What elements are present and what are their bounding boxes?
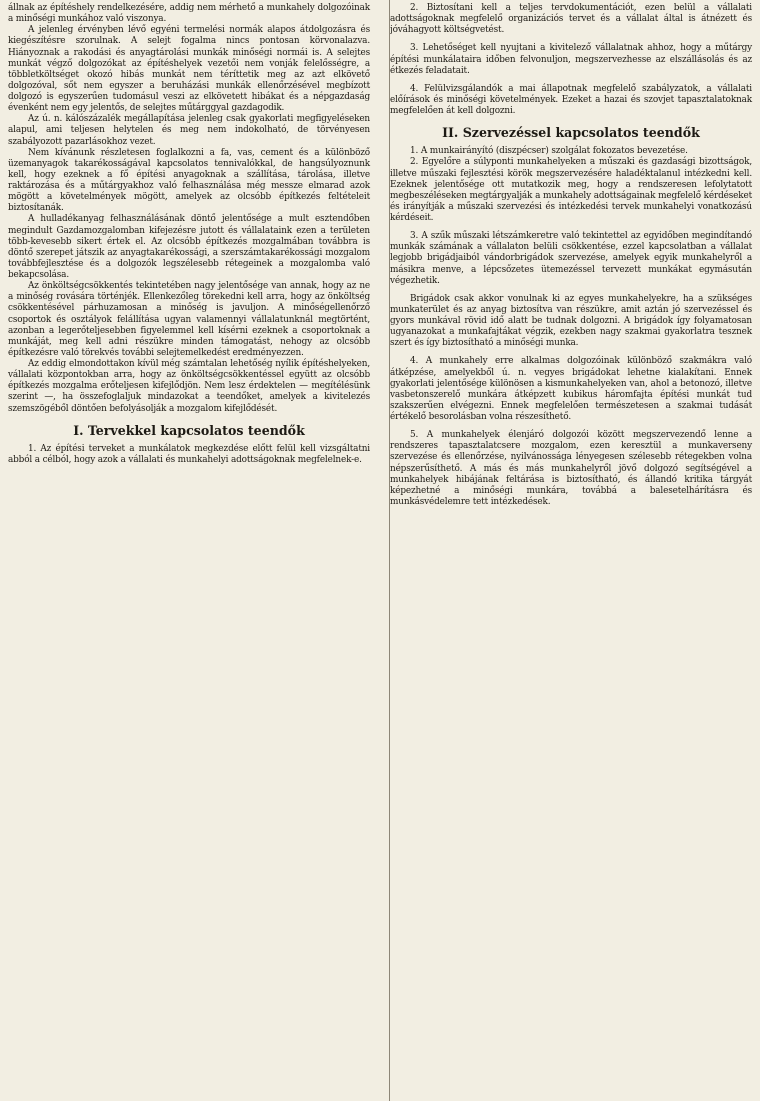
paragraph: Az ú. n. kálószázalék megállapítása jelenleg csak gyakorlati megfigyeléseken alapul, ami teljesen helytelen és meg nem indokolható, de törvényesen szabályozott pazarlásokhoz vezet. (8, 114, 370, 147)
paragraph: 3. A szűk műszaki létszámkeretre való tekintettel az egyidőben megindítandó munkák számának a vállalaton belüli csökkentése, ezzel kapcsolatban a vállalat legjobb brigádjaiból vándorbrigádok szervezése, amelyek egyik munkahelyről a másikra menve, a lépcsőzetes ütemezéssel tervezett munkákat egymásután végezhetik. (390, 231, 752, 286)
paragraph: 1. A munkairányító (diszpécser) szolgálat fokozatos bevezetése. (410, 146, 688, 157)
left-column (8, 3, 370, 1101)
right-column (390, 3, 752, 1101)
paragraph: Az eddig elmondottakon kívül még számtalan lehetőség nyílik építéshelyeken, vállalati központokban arra, hogy az önköltségcsökkentéssel együtt az olcsóbb építkezés mozgalma erőteljesen kifejlődjön. Nem lesz érdektelen — megítélésünk szerint —, ha összefoglaljuk mindazokat a teendőket, amelyek a kivitelezés szemszögéből döntően befolyásolják a mozgalom kifejlődését. (8, 359, 370, 414)
paragraph: 4. Felülvizsgálandók a mai állapotnak megfelelő szabályzatok, a vállalati előírások és minőségi követelmények. Ezeket a hazai és szovjet tapasztalatoknak megfelelően át kell dolgozni. (390, 83, 752, 116)
paragraph: 2. Egyelőre a súlyponti munkahelyeken a műszaki és gazdasági bizottságok, illetve műszaki fejlesztési körök megszervezésére haladéktalanul intézkedni kell. Ezeknek jelentősége ott mutatkozik meg, hogy a rendszeresen lefolytatott megbeszéléseken megtárgyalják a munkahely adottságainak megfelelő kérdéseket és irányítják a műszaki szervezési és intézkedési tervek munkahelyi vonatkozású kérdéseit. (390, 157, 752, 223)
paragraph: állnak az építéshely rendelkezésére, addig nem mérhető a munkahely dolgozóinak a minőségi munkához való viszonya. (8, 3, 370, 25)
paragraph: 3. Lehetőséget kell nyujtani a kivitelező vállalatnak ahhoz, hogy a műtárgy építési munkálataira időben felvonuljon, megszervezhesse az elszállásolás és az étkezés feladatait. (390, 43, 752, 76)
paragraph: 2. Biztosítani kell a teljes tervdokumentációt, ezen belül a vállalati adottságoknak megfelelő organizációs tervet és a vállalat által is átnézett és jóváhagyott költségvetést. (390, 3, 752, 36)
paragraph: Brigádok csak akkor vonulnak ki az egyes munkahelyekre, ha a szükséges munkaterület és az anyag biztosítva van részükre, amit aztán jó szervezéssel és gyors munkával rövid idő alatt be tudnak dolgozni. A brigádok így folyamatosan ugyanazokat a munkafajtákat végzik, ezekben nagy szakmai gyakorlatra tesznek szert és így biztosítható a minőségi munka. (390, 293, 752, 349)
paragraph: Nem kívánunk részletesen foglalkozni a fa, vas, cement és a különböző üzemanyagok takarékosságával kapcsolatos tennivalókkal, de hangsúlyoznunk kell, hogy ezeknek a fő építési anyagoknak a szállítása, tárolása, illetve raktározása és a műtárgyakhoz való felhasználása még messze elmarad azok mögött a követelmények mögött, amelyek az olcsóbb építkezés feltételeit biztosítanák. (8, 147, 370, 214)
paragraph: A hulladékanyag felhasználásának döntő jelentősége a mult esztendőben megindult Gazdamozgalomban kifejezésre jutott és vállalataink ezen a területen több-kevesebb sikert értek el. Az olcsóbb építkezés mozgalmában továbbra is döntő szerepet játszik az anyagtakarékossági, a szerszámtakarékossági mozgalom továbbfejlesztése és a dolgozók legszélesebb rétegeinek a mozgalomba való bekapcsolása. (8, 214, 370, 280)
section-heading: II. Szervezéssel kapcsolatos teendők (442, 125, 700, 141)
paragraph: 5. A munkahelyek élenjáró dolgozói között megszervezendő lenne a rendszeres tapasztalatcsere mozgalom, ezen keresztül a munkaverseny szervezése és ellenőrzése, nyilvánossága lényegesen szélesebb rétegekben volna népszerűsíthető. A más és más munkahelyről jövő dolgozó segítségével a munkahelyek hibájának feltárása is biztosítható, és állandó kritika tárgyát képezhetné a minőségi munkára, továbbá a balesetelhárításra és munkásvédelemre tett intézkedések. (390, 430, 752, 507)
column-divider (389, 0, 390, 1101)
paragraph: 1. Az építési terveket a munkálatok megkezdése előtt felül kell vizsgáltatni abból a célból, hogy azok a vállalati és munkahelyi adottságoknak megfelelnek-e. (8, 443, 370, 465)
section-heading: I. Tervekkel kapcsolatos teendők (73, 422, 305, 438)
paragraph: A jelenleg érvényben lévő egyéni termelési normák alapos átdolgozásra és kiegészítésre szorulnak. A selejt fogalma nincs pontosan körvonalazva. Hiányoznak a rakodási és anyagtárolási munkák minőségi normái is. A selejtes munkát végző dolgozókat az építéshelyek vezetői nem vonják felelősségre, a többletköltséget okozó hibás munkát nem téríttetik meg az azt elkövető dolgozóval, sőt nem egyszer a beruházási munkák ellenőrzésével megbízott dolgozó is egyszerűen tudomásul veszi az elkövetett hibákat és a népgazdaság évenként nem egy jelentős, de selejtes műtárggyal gazdagodik. (8, 25, 370, 114)
paragraph: 4. A munkahely erre alkalmas dolgozóinak különböző szakmákra való átképzése, amelyekből ú. n. vegyes brigádokat lehetne kialakítani. Ennek gyakorlati jelentősége különösen a kismunkahelyeken van, ahol a betonozó, illetve vasbetonszerelő munkára átképzett kubikus háromfajta építési munkát tud szakszerűen elvégezni. Ennek megfelelően természetesen a szakmai tudását értékelő besorolásban volna részesíthető. (390, 356, 752, 422)
paragraph: Az önköltségcsökkentés tekintetében nagy jelentősége van annak, hogy az ne a minőség rovására történjék. Ellenkezőleg törekedni kell arra, hogy az önköltség csökkentésével párhuzamosan a minőség is javuljon. A minőségellenőrző csoportok és osztályok felállítása ugyan valamennyi vállalatunknál megtörtént, azonban a legerőteljesebben figyelemmel kell kísérni ezeknek a csoportoknak a munkáját, meg kell adni részükre minden támogatást, nehogy az olcsóbb építkezésre való törekvés további selejtemelkedést eredményezzen. (8, 281, 370, 358)
